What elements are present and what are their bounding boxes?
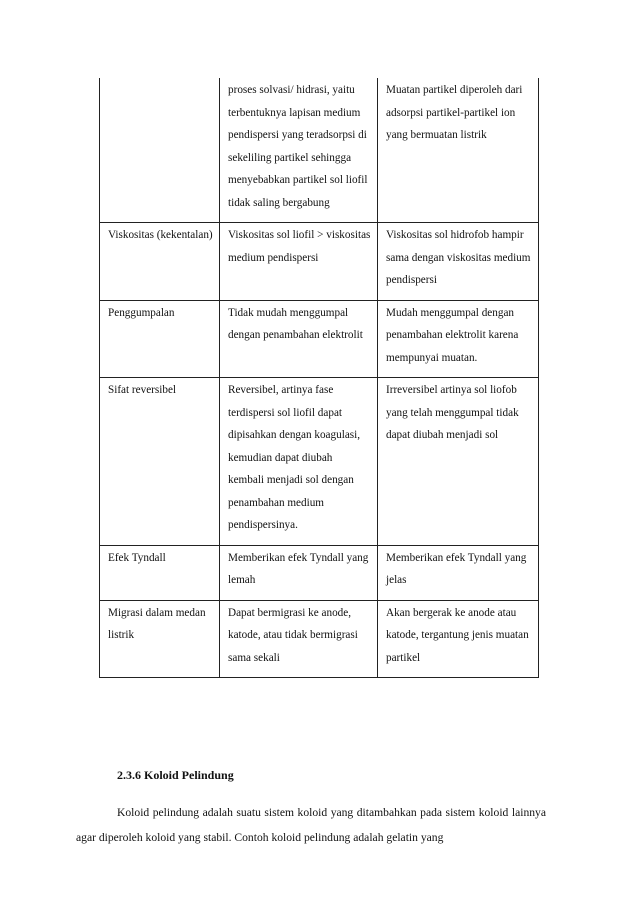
liofil-cell: Tidak mudah menggumpal dengan penambahan elektrolit	[220, 300, 378, 378]
property-cell: Viskositas (kekentalan)	[100, 223, 220, 301]
liofob-cell: Viskositas sol hidrofob hampir sama dengan viskositas medium pendispersi	[378, 223, 539, 301]
liofob-cell: Irreversibel artinya sol liofob yang telah menggumpal tidak dapat diubah menjadi sol	[378, 378, 539, 546]
table-row	[100, 545, 539, 600]
property-cell: Penggumpalan	[100, 300, 220, 378]
liofob-cell: Mudah menggumpal dengan penambahan elektrolit karena mempunyai muatan.	[378, 300, 539, 378]
property-cell	[100, 78, 220, 223]
comparison-table	[99, 78, 539, 678]
property-cell: Migrasi dalam medan listrik	[100, 600, 220, 678]
liofob-cell: Akan bergerak ke anode atau katode, tergantung jenis muatan partikel	[378, 600, 539, 678]
liofil-cell: Viskositas sol liofil > viskositas medium pendispersi	[220, 223, 378, 301]
table-row	[100, 223, 539, 301]
liofil-cell: proses solvasi/ hidrasi, yaitu terbentuknya lapisan medium pendispersi yang teradsorpsi di sekeliling partikel sehingga menyebabkan partikel sol liofil tidak saling bergabung	[220, 78, 378, 223]
liofil-cell: Reversibel, artinya fase terdispersi sol liofil dapat dipisahkan dengan koagulasi, kemudian dapat diubah kembali menjadi sol dengan penambahan medium pendispersinya.	[220, 378, 378, 546]
property-cell: Sifat reversibel	[100, 378, 220, 546]
table-row	[100, 378, 539, 546]
liofil-cell: Memberikan efek Tyndall yang lemah	[220, 545, 378, 600]
section-paragraph: Koloid pelindung adalah suatu sistem koloid yang ditambahkan pada sistem koloid lainnya agar diperoleh koloid yang stabil. Contoh koloid pelindung adalah gelatin yang	[76, 805, 546, 844]
table-row	[100, 600, 539, 678]
property-cell: Efek Tyndall	[100, 545, 220, 600]
liofil-cell: Dapat bermigrasi ke anode, katode, atau tidak bermigrasi sama sekali	[220, 600, 378, 678]
liofob-cell: Memberikan efek Tyndall yang jelas	[378, 545, 539, 600]
section-heading: 2.3.6 Koloid Pelindung	[117, 768, 234, 782]
table-row	[100, 300, 539, 378]
table-row	[100, 78, 539, 223]
liofob-cell: Muatan partikel diperoleh dari adsorpsi partikel-partikel ion yang bermuatan listrik	[378, 78, 539, 223]
